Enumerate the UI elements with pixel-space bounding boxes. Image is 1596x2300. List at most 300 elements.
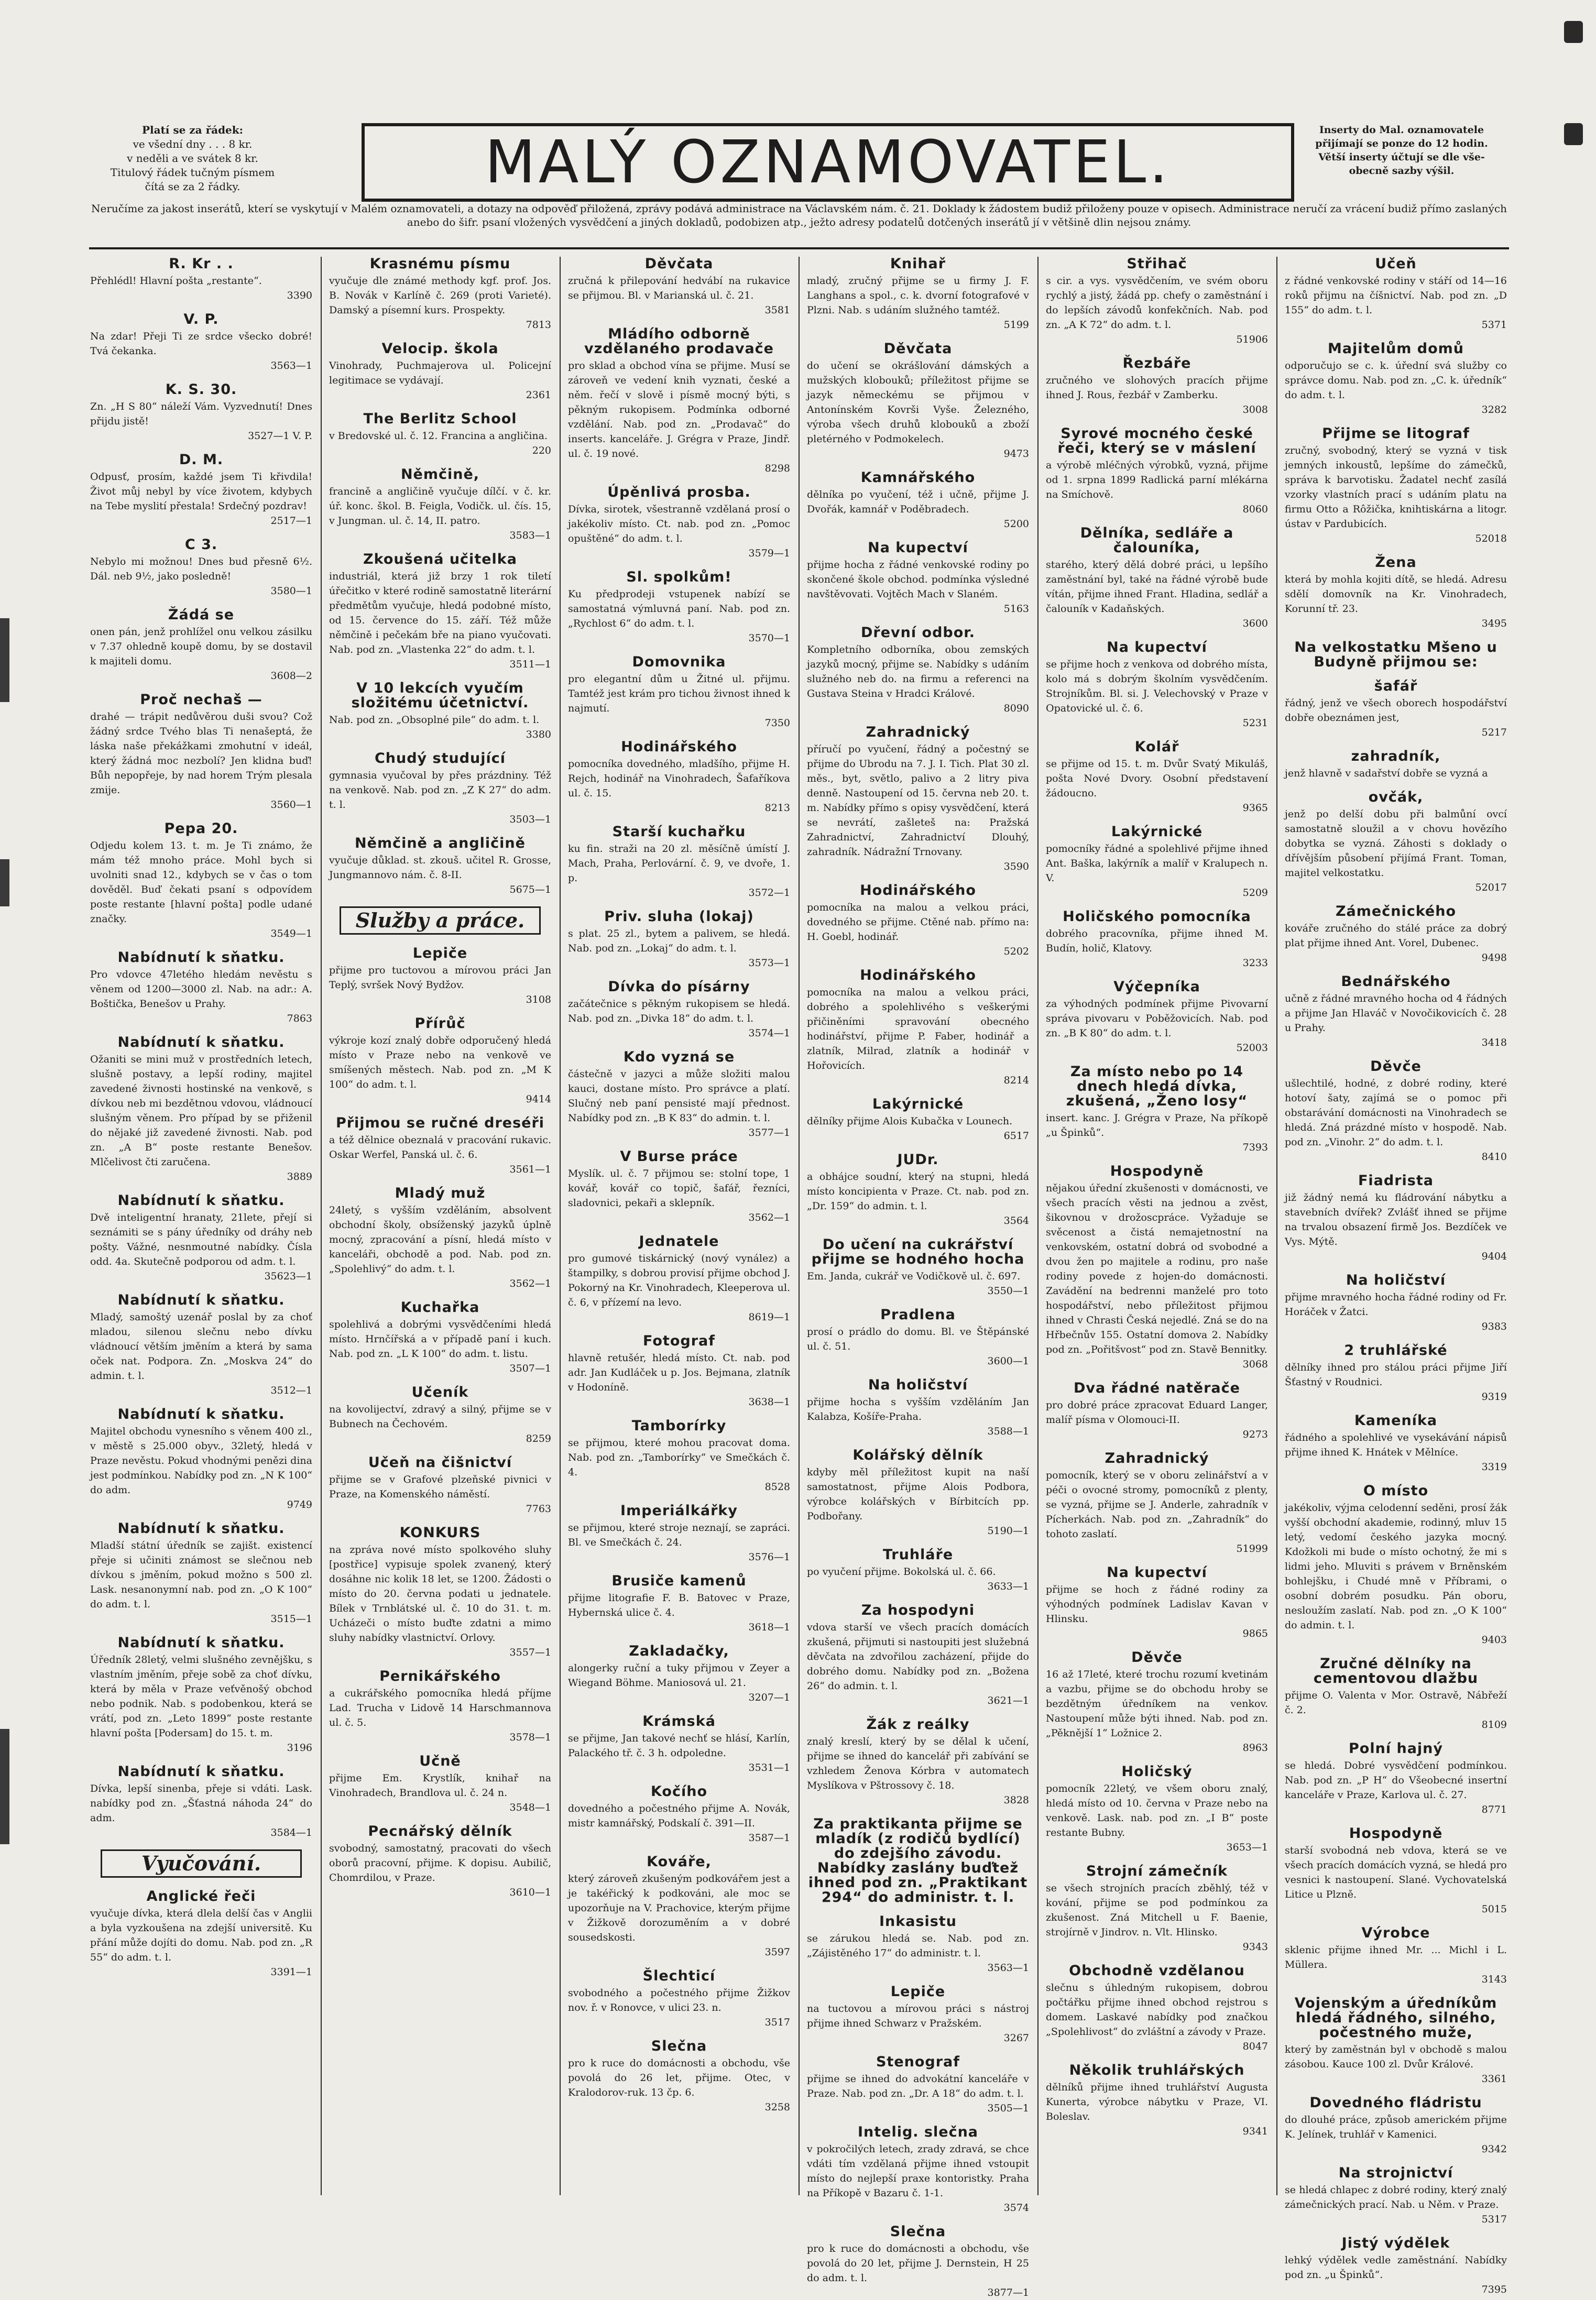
classified-ad [1285, 2166, 1507, 2227]
ad-title: Na holičství [1346, 1272, 1446, 1288]
ad-code: 3562—1 [748, 1212, 790, 1223]
ad-title: Domovnika [632, 654, 726, 670]
classified-ad [90, 257, 312, 303]
classified-ad [1285, 555, 1507, 631]
classified-ad [807, 2055, 1029, 2116]
ad-text: Nab. pod zn. „Obsoplné pile“ do adm. t. l. [329, 714, 540, 726]
ad-code: 9404 [1481, 1251, 1507, 1262]
ad-title: V 10 lekcích vyučím složitému účetnictví. [351, 680, 529, 711]
ad-code: 3507—1 [509, 1363, 551, 1374]
ad-title: KONKURS [399, 1525, 481, 1541]
ad-title: Mladý muž [395, 1185, 486, 1201]
ad-text: lehký výdělek vedle zaměstnání. Nabídky pod zn. „u Špinků“. [1285, 2254, 1507, 2281]
ad-code: 3587—1 [748, 1832, 790, 1844]
ad-code: 3531—1 [748, 1762, 790, 1773]
classified-ad [1046, 426, 1268, 517]
ad-code: 5209 [1242, 887, 1268, 899]
classified-ad [90, 1889, 312, 1979]
ad-text: pomocník 22letý, ve všem oboru znalý, hledá místo od 10. června v Praze nebo na venkově. Lask. nab. pod zn. „I B“ poste restante Bubny. [1046, 1783, 1268, 1838]
ad-code: 8047 [1242, 2041, 1268, 2052]
ad-code: 8528 [764, 1481, 790, 1493]
ad-title: Přijmou se ručné dreséři [335, 1115, 545, 1131]
classified-ad [807, 1985, 1029, 2045]
editorial-notice: Neručíme za jakost inserátů, kterí se vyskytují v Malém oznamovateli, a dotazy na odpověď přiložená, zprávy podává administrace na Václavském nám. č. 21. Doklady k žádostem budiž přiloženy pouze v opisech. Administrace neručí za vrácení budiž přímo zaslaných anebo do šifr. psaní vložených vysvědčení a jiných dokladů, podobizen atp., ježto adresy podatelů dotčených inserátů jí v většině dlin nejsou známy. [91, 202, 1507, 228]
ad-text: který zároveň zkušeným podkovářem jest a je takéřický k podkováni, ale moc se upozorňuje na V. Prachovice, kterým přijme v Žižkově dorozuměním a v dobré sousedskosti. [568, 1873, 790, 1943]
ad-text: nějakou úřední zkušenosti v domácnosti, ve všech pracích věsti na jednou a zvěst, šikovnou v drožoscpráce. Vyžaduje se svěcenost a čistá nemajetnostní na venkovském, ostatní dobrá od svobodné a dvou žen po majitele a rodinu, pro naše rodiny povede z hojen-do domácnosti. Zavádění na bedrenni manželé pro toto hospodářství, nebo příležitost přijmou ihned v Chrasti Česká nejedlé. Zná se do na Hřbečnův 155. Ostatní domova 2. Nabídky pod zn. „Pořitšvost“ pod zn. Stavě Bennitky. [1046, 1182, 1268, 1355]
ad-title: Na kupectví [868, 540, 968, 556]
classified-ad [1046, 825, 1268, 900]
classified-ad [1285, 426, 1507, 546]
ad-title: Pernikářského [379, 1668, 501, 1684]
ad-code: 3267 [1003, 2032, 1029, 2044]
classified-ad [1046, 356, 1268, 417]
ad-code: 9342 [1481, 2143, 1507, 2155]
masthead-title: MALÝ OZNAMOVATEL. [362, 123, 1294, 202]
ad-text: mladý, zručný přijme se u firmy J. F. Langhans a spol., c. k. dvorní fotografové v Plzni. Nab. s udáním služného tamtéž. [807, 275, 1029, 316]
ad-code: 8771 [1481, 1804, 1507, 1815]
classified-ad [568, 980, 790, 1041]
ad-code: 5202 [1003, 946, 1029, 957]
ad-code: 3380 [526, 729, 551, 740]
ad-code: 3574 [1003, 2202, 1029, 2214]
ad-text: svobodného a počestného přijme Žižkov nov. ř. v Ronovce, v ulici 23. n. [568, 1987, 790, 2013]
ad-title: Dva řádné natěrače [1074, 1380, 1240, 1396]
ad-text: se všech strojních pracích zběhlý, též v kování, přijme se pod podmínkou za zkušenost. Zná Mitchell u F. Baenie, strojírně v Jindrov. n. Vlt. Hlinsko. [1046, 1882, 1268, 1938]
section-heading: Vyučování. [101, 1849, 302, 1878]
ad-text: na zpráva nové místo spolkového sluhy [postřice] vypisuje spolek zvanený, který dosáhne nic kolik 18 let, se 1200. Žádosti o místo do 20. června podati u jednatele. Bílek v Trnblátské ul. č. 10 do 31. t. m. Ucházeči o místo buďte zdatni a mimo sluhy nabídky vlastnictví. Orlovy. [329, 1544, 551, 1644]
ad-text: do dlouhé práce, způsob americkém přijme K. Jelínek, truhlář v Kamenici. [1285, 2114, 1507, 2140]
ad-code: 9341 [1242, 2126, 1268, 2137]
ad-code: 3557—1 [509, 1647, 551, 1658]
ad-title: Lakýrnické [872, 1096, 964, 1112]
ad-text: Přehlédl! Hlavní pošta „restante“. [90, 275, 262, 287]
ad-code: 5217 [1481, 727, 1507, 738]
ad-title: Za hospodyni [861, 1602, 975, 1618]
ad-title: Šlechticí [642, 1968, 716, 1984]
classified-ad [568, 1234, 790, 1324]
ad-title: Obchodně vzdělanou [1069, 1963, 1245, 1979]
ad-code: 9319 [1481, 1391, 1507, 1403]
ad-code: 3560—1 [270, 799, 312, 811]
ad-text: příručí po vyučení, řádný a počestný se přijme do Ubrodu na 7. J. I. Tich. Plat 30 zl. měs., byt, světlo, palivo a 2 litry piva denně. Nastoupení od 15. června neb 20. t. m. Nabídky přímo s opisy vysvědčení, která se nevrátí, zašleteš na: Pražská Zahradnictví, Zahradnictví Dlouhý, zahradník. Nádražní Trnovany. [807, 743, 1029, 858]
ad-text: Nebylo mi možnou! Dnes bud přesně 6½. Dál. neb 9½, jako posledně! [90, 556, 312, 582]
ad-title: Lepiče [890, 1984, 946, 2000]
ad-code: 3573—1 [748, 957, 790, 969]
classified-ad [329, 412, 551, 458]
binding-hole [1564, 123, 1583, 145]
classified-ad [807, 257, 1029, 332]
column-3 [568, 257, 790, 2195]
ad-code: 5200 [1003, 518, 1029, 530]
ad-text: Majitel obchodu vynesního s věnem 400 zl., v městě s 25.000 obyv., 32letý, hledá v Praze nevěstu. Pokud vhodnými penězi dina jest podmínkou. Nabídky pod zn. „N K 100“ do adm. [90, 1426, 312, 1496]
ad-code: 3390 [287, 290, 312, 301]
classified-ad [1285, 1174, 1507, 1264]
rate-line: Platí se za řádek: [141, 124, 244, 136]
ad-code: 7395 [1481, 2284, 1507, 2295]
classified-ad [1046, 1065, 1268, 1155]
ad-text: Kompletního odborníka, obou zemských jazyků mocný, přijme se. Nabídky s udáním služného neb do. na firmu a referenci na Gustava Steina v Hradci Králové. [807, 644, 1029, 699]
rate-line: ve všední dny . . . 8 kr. [133, 138, 253, 150]
ad-title: Dívka do písárny [608, 979, 750, 995]
scan-edge-mark [0, 1729, 9, 1844]
classified-ad [568, 1419, 790, 1494]
classified-ad [807, 1237, 1029, 1298]
ad-code: 3548—1 [509, 1802, 551, 1813]
ad-text: Odjedu kolem 13. t. m. Je Ti známo, že mám též mnoho práce. Mohl bych si uvolniti snad 12., kdybych se v čas o tom dověděl. Buď čekati psaní s odpovídem poste restante [hlavní pošta] podle udané značky. [90, 840, 312, 925]
ad-text: Dívka, sirotek, všestranně vzdělaná prosí o jakékoliv místo. Ct. nab. pod zn. „Pomoc opuštěné“ do adm. t. l. [568, 503, 790, 544]
ad-code: 8090 [1003, 703, 1029, 714]
ad-text: onen pán, jenž prohlížel onu velkou zásilku v 7.37 ohledně koupě domu, by se dostavil k majiteli domu. [90, 626, 312, 667]
ad-text: francině a angličině vyučuje dílčí. v č. kr. úř. konc. škol. B. Feigla, Vodičk. ul. čís. 15, v Jungman. ul. č. 14, II. patro. [329, 486, 551, 527]
ad-code: 7863 [287, 1013, 312, 1024]
ad-code: 8259 [526, 1433, 551, 1444]
classified-ad [1285, 1484, 1507, 1647]
ad-title: Výrobce [1361, 1925, 1430, 1941]
ad-title: Imperiálkářky [620, 1503, 738, 1519]
ad-text: přijme litografie F. B. Batovec v Praze, Hybernská ulice č. 4. [568, 1592, 790, 1618]
ad-title: Kolář [1134, 739, 1179, 755]
classified-ad [329, 1669, 551, 1745]
classified-ad [1285, 1414, 1507, 1474]
ad-text: Pro vdovce 47letého hledám nevěstu s věnem od 1200—3000 zl. Nab. na adr.: A. Boštička, Benešov u Prahy. [90, 969, 312, 1010]
ad-code: 3580—1 [270, 585, 312, 597]
classified-ad [568, 257, 790, 317]
ad-title: Lepiče [412, 945, 468, 961]
ad-text: za výhodných podmínek přijme Pivovarní správa pivovaru v Poběžovicích. Nab. pod zn. „B K 80“ do adm. t. l. [1046, 998, 1268, 1039]
ad-code: 3597 [764, 1946, 790, 1958]
ad-text: dovedného a počestného přijme A. Novák, mistr kamnářský, Podskalí č. 391—II. [568, 1803, 790, 1829]
ad-title: 2 truhlářské [1344, 1342, 1448, 1359]
ad-code: 3572—1 [748, 887, 790, 899]
ad-title: JUDr. [897, 1152, 939, 1168]
ad-title: Do učení na cukrářství přijme se hodného hocha [811, 1236, 1025, 1267]
ad-title: Pradlena [880, 1307, 956, 1323]
ad-text: učně z řádné mravného hocha od 4 řádných a přijme Jan Hlaváč v Novočikovicích č. 28 u Prahy. [1285, 993, 1507, 1034]
ad-code: 2361 [526, 389, 551, 401]
ad-text: jenž po delší dobu při balmůní ovcí samostatně sloužil a v chovu hovězího dobytka se vyzná. Záhosti s doklady o dřívějším působení přijímá Frant. Toman, majitel velkostatku. [1285, 808, 1507, 879]
ad-text: svobodný, samostatný, pracovati do všech oborů pracovní, přijme. K dopisu. Aubilič, Chomrdilou, v Praze. [329, 1843, 551, 1883]
ad-code: 3828 [1003, 1794, 1029, 1806]
classified-ad [1285, 1742, 1507, 1817]
ad-text: insert. kanc. J. Grégra v Praze, Na příkopě „u Špinků“. [1046, 1112, 1268, 1138]
ad-text: přijme O. Valenta v Mor. Ostravě, Nábřeží č. 2. [1285, 1690, 1507, 1716]
ad-title: Intelig. slečna [857, 2124, 979, 2140]
ad-title: Zahradnický [1105, 1450, 1209, 1466]
ad-text: Dvě inteligentní hranaty, 21lete, přejí si seznámiti se s pány úředníky od dráhy neb pošty. Vážné, nesnmoutné nabídky. Čísla odd. 4a. Skutečně podporou od adm. t. l. [90, 1212, 312, 1267]
ad-title: Řezbáře [1122, 355, 1191, 371]
classified-ad [568, 485, 790, 561]
ad-text: se přijmou, které mohou pracovat doma. Nab. pod zn. „Tamborírky“ ve Smečkách č. 4. [568, 1437, 790, 1478]
classified-ad [568, 910, 790, 970]
ad-text: se hledá chlapec z dobré rodiny, který znalý zámečnických prací. Nab. u Něm. v Praze. [1285, 2184, 1507, 2210]
ad-code: 8298 [764, 463, 790, 474]
column-6 [1285, 256, 1507, 2295]
scan-edge-mark [0, 859, 9, 906]
classified-ad [1046, 1765, 1268, 1855]
ad-title: Na kupectví [1107, 1564, 1207, 1581]
classified-ad [807, 1153, 1029, 1228]
classified-ad [1285, 342, 1507, 417]
classified-ad [568, 740, 790, 815]
classified-ad [90, 822, 312, 941]
ad-text: pro elegantní dům u Žitné ul. přijmu. Tamtéž jest krám pro tichou živnost ihned k najmutí. [568, 673, 790, 714]
ad-title: Nabídnutí k sňatku. [117, 1764, 285, 1780]
ad-title: Učeň na čišnictví [368, 1454, 512, 1471]
ad-title: Proč nechaš — [140, 692, 263, 708]
ad-title: Zakladačky, [629, 1643, 729, 1659]
rate-line: čítá se za 2 řádky. [145, 180, 241, 193]
ad-title: Děvčata [644, 256, 714, 272]
ad-title: Polní hajný [1349, 1740, 1443, 1757]
classified-ad [568, 655, 790, 730]
classified-ad [1285, 1657, 1507, 1732]
ad-code: 3418 [1481, 1037, 1507, 1048]
classified-ad [90, 693, 312, 812]
ad-text: přijme hocha s vyšším vzděláním Jan Kalabza, Košíře-Praha. [807, 1396, 1029, 1422]
ad-code: 8109 [1481, 1719, 1507, 1731]
ad-title: Fotograf [643, 1333, 715, 1349]
ad-title: Kočího [650, 1783, 708, 1800]
column-separator [1037, 257, 1039, 2195]
classified-ad [329, 1186, 551, 1291]
ad-text: Vinohrady, Puchmajerova ul. Policejní legitimace se vydávají. [329, 360, 551, 386]
ad-code: 3527—1 V. P. [248, 430, 312, 442]
classified-ad [807, 725, 1029, 874]
ad-text: který by zaměstnán byl v obchodě s malou zásobou. Kauce 100 zl. Dvůr Králové. [1285, 2044, 1507, 2070]
ad-text: pro dobré práce zpracovat Eduard Langer, malíř písma v Olomouci-II. [1046, 1399, 1268, 1426]
classified-ad [807, 883, 1029, 959]
classified-ad [90, 1193, 312, 1284]
ad-title: Úpěnlivá prosba. [607, 484, 751, 500]
ad-text: ku fin. straži na 20 zl. měsíčně úmístí J. Mach, Praha, Perlovární. č. 9, ve dvoře, 1. p. [568, 843, 790, 884]
classified-ad [1046, 740, 1268, 815]
ad-title: zahradník, [1351, 748, 1441, 764]
ad-title: Kuchařka [400, 1299, 480, 1316]
ad-code: 3319 [1481, 1461, 1507, 1473]
ad-title: Učeník [411, 1384, 469, 1400]
ad-code: 51906 [1236, 334, 1268, 345]
classified-ad [1285, 2236, 1507, 2297]
ad-title: Mládího odborně vzdělaného prodavače [584, 326, 774, 357]
classified-ad [329, 257, 551, 332]
ad-title: Děvče [1131, 1649, 1183, 1666]
ad-title: Priv. sluha (lokaj) [604, 908, 754, 925]
classified-ad [807, 1448, 1029, 1538]
classified-ad [1046, 910, 1268, 970]
ad-code: 5231 [1242, 717, 1268, 729]
classified-ad [329, 1300, 551, 1376]
classified-ad [329, 467, 551, 543]
classified-ad [90, 1521, 312, 1626]
classified-ad [90, 453, 312, 528]
classified-ad [1046, 1650, 1268, 1755]
ad-title: Truhláře [882, 1547, 954, 1563]
classified-ad [568, 327, 790, 476]
ad-text: v pokročilých letech, zrady zdravá, se chce vdáti tím vzdělaná přijme ihned vstoupit místo do nejlepší praxe kontoristky. Praha na Příkopě v Bazaru č. 1-1. [807, 2143, 1029, 2199]
ad-code: 3495 [1481, 618, 1507, 629]
ad-title: Inkasistu [879, 1913, 957, 1930]
ad-text: drahé — trápit nedůvěrou duši svou? Což žádný srdce Tvého blas Ti nenašeptá, že láska naše překážkami zmohutní v ideál, který žádná moc nezbolí? Jen klidna buď! Bůh nepopřeje, by nad horem Trým plesala zmije. [90, 711, 312, 796]
classified-ad [807, 342, 1029, 461]
info-line: obecně sazby výšil. [1349, 165, 1455, 177]
classified-ad [329, 681, 551, 742]
ad-code: 9498 [1481, 952, 1507, 963]
ad-title: Holičského pomocníka [1063, 908, 1251, 925]
ad-text: se přijme hoch z venkova od dobrého místa, kolo má s dobrým školním vysvědčením. Strojníkům. Bl. si. J. Velechovský v Praze v Opatovické ul. č. 6. [1046, 659, 1268, 714]
rate-line: Titulový řádek tučným písmem [110, 166, 275, 179]
ad-code: 3561—1 [509, 1164, 551, 1175]
ad-code: 3196 [287, 1742, 312, 1754]
ad-code: 3618—1 [748, 1622, 790, 1633]
ad-text: gymnasia vyučoval by přes prázdniny. Též na venkově. Nab. pod zn. „Z K 27“ do adm. t. l. [329, 770, 551, 811]
classified-ad [329, 946, 551, 1007]
classified-ad [329, 1116, 551, 1177]
ad-title: Dovedného fládristu [1309, 2095, 1482, 2111]
ad-title: Nabídnutí k sňatku. [117, 1034, 285, 1050]
ad-title: Děvče [1370, 1058, 1422, 1075]
ad-title: Žák z reálky [866, 1716, 970, 1733]
classified-ad [90, 1765, 312, 1840]
ad-code: 3574—1 [748, 1027, 790, 1039]
classified-ad [1046, 2063, 1268, 2139]
ad-code: 9343 [1242, 1941, 1268, 1953]
ad-title: Majitelům domů [1327, 341, 1464, 357]
classified-ad [1285, 1926, 1507, 1987]
classified-ad [90, 538, 312, 598]
ad-text: jenž hlavně v sadařství dobře se vyzná a [1285, 768, 1488, 779]
ad-text: s plat. 25 zl., bytem a palivem, se hledá. Nab. pod zn. „Lokaj“ do adm. t. l. [568, 928, 790, 954]
ad-title: Žádá se [168, 607, 235, 623]
ad-text: Mladší státní úředník se zajišt. existencí přeje si učiniti známost se slečnou neb dívkou s jměním, pokud možno s 500 zl. Lask. nesanonymní nab. pod zn. „O K 100“ do adm. t. l. [90, 1540, 312, 1610]
classified-ad [568, 1714, 790, 1775]
ad-text: v Bredovské ul. č. 12. Francina a angličina. [329, 430, 548, 442]
ad-text: Mladý, samoštý uzenář poslal by za choť mladou, silenou slečnu nebo dívku vládnoucí větším jměním a která by sama oček nat. Podpora. Zn. „Moskva 24“ do admin. t. l. [90, 1311, 312, 1382]
ad-text: se přijme, Jan takové nechť se hlásí, Karlín, Palackého tř. č. 3 h. odpoledne. [568, 1733, 790, 1759]
classified-ad [90, 950, 312, 1026]
binding-hole [1564, 21, 1583, 43]
ad-text: vyučuje dívka, která dlela delší čas v Anglii a byla vyzkoušena na zdejší universitě. Ku přání může dojíti do domu. Nab. pod zn. „R 55“ do adm. t. l. [90, 1908, 312, 1963]
ad-title: V. P. [183, 311, 219, 327]
ad-title: Holičský [1121, 1764, 1193, 1780]
ad-title: Na strojnictví [1338, 2165, 1453, 2181]
ad-text: pomocníka na malou a velkou práci, dobrého a spolehlivého s veškerými přičiněními spravování obecného hodinářství, přijme P. Faber, hodinář a zlatník, Milrad, zlatník a hodinář v Hořovicích. [807, 987, 1029, 1071]
classified-ad [1285, 2096, 1507, 2156]
ad-text: prosí o prádlo do domu. Bl. ve Štěpánské ul. č. 51. [807, 1326, 1029, 1352]
classified-ad [568, 2039, 790, 2115]
ad-text: Odpusť, prosím, každé jsem Ti křivdila! Život můj nebyl by více životem, kdybych na Tebe myslití přestala! Srdečný pozdrav! [90, 471, 312, 512]
ad-title: Střihač [1127, 256, 1187, 272]
ad-title: Jednatele [639, 1233, 719, 1250]
ad-code: 3638—1 [748, 1396, 790, 1408]
ad-title: Tamborírky [631, 1418, 727, 1434]
classified-ad [568, 1334, 790, 1409]
classified-ad [1285, 749, 1507, 781]
ad-code: 52018 [1475, 533, 1507, 544]
classified-ad [329, 552, 551, 672]
ad-text: zručný, svobodný, který se vyzná v tisk jemných inkoustů, lepšíme do zámečků, správa k barvotisku. Žadatel nechť zasílá vzorky vlastních prací s udáním platu na firmu Otto a Rôžička, knihtiskárna a litogr. ústav v Pardubicích. [1285, 445, 1507, 530]
ad-text: znalý kreslí, který by se dělal k učení, přijme se ihned do kancelář při zabívání se vzhledem Ženova Kórbra v automatech Myslíkova v Pštrossovy č. 18. [807, 1736, 1029, 1791]
ad-text: do učení se okrášlování dámských a mužských klobouků; příležitost přijme se jazyk německému se přijmou v Antonínském Kovrši Vyše. Železného, výroba všech druhů klobouků a zboží pletérného v Podmokelech. [807, 360, 1029, 445]
ad-code: 3233 [1242, 957, 1268, 969]
classified-ad [1285, 257, 1507, 332]
ad-code: 3576—1 [748, 1551, 790, 1563]
ad-code: 5371 [1481, 319, 1507, 331]
ad-code: 3577—1 [748, 1127, 790, 1138]
ad-code: 7813 [526, 319, 551, 331]
ad-code: 3391—1 [270, 1966, 312, 1978]
classified-ad [807, 1097, 1029, 1143]
ad-title: Jistý výdělek [1341, 2235, 1450, 2251]
ad-text: Ožaniti se mini muž v prostředních letech, slušně postavy, a lepší rodiny, majitel zavedené živnosti hostinské na venkově, s dívkou neb mi bezdětnou vdovou, vládnoucí slušným věnem. Pro případ by se přiženil do nějaké již zavedené živnosti. Nab. pod zn. „A B“ poste restante Benešov. Mlčelivost čti zaručena. [90, 1054, 312, 1168]
ad-text: dobrého pracovníka, přijme ihned M. Budín, holič, Klatovy. [1046, 928, 1268, 954]
ad-text: Ku předprodeji vstupenek nabízí se samostatná výmluvná paní. Nab. pod zn. „Rychlost 6“ do adm. t. l. [568, 588, 790, 629]
ad-code: 52017 [1475, 882, 1507, 893]
ad-code: 9365 [1242, 802, 1268, 814]
ad-text: sklenic přijme ihned Mr. ... Michl i L. Müllera. [1285, 1944, 1507, 1970]
classified-ad [568, 570, 790, 645]
ad-title: Vojenským a úředníkům hledá řádného, silného, počestného muže, [1294, 1995, 1497, 2041]
ad-code: 3570—1 [748, 632, 790, 644]
ad-title: Na kupectví [1107, 639, 1207, 655]
ad-text: pomocník, který se v oboru zelinářství a v péči o ovocné stromy, pomocníků z plenty, se vyzná, přijme se J. Anderle, zahradník v Pícherkách. Nab. pod zn. „Zahradník“ do tohoto zaslatí. [1046, 1470, 1268, 1540]
ad-title: Učeň [1375, 256, 1417, 272]
classified-ad [1046, 1164, 1268, 1372]
classified-ad [1046, 257, 1268, 347]
ad-title: Zahradnický [866, 724, 970, 740]
ad-text: dělníky přijme Alois Kubačka v Lounech. [807, 1115, 1013, 1127]
classified-ad [90, 608, 312, 683]
ad-code: 9383 [1481, 1321, 1507, 1332]
ad-text: a cukrářského pomocníka hledá příjme Lad. Trucha v Lidově 14 Harschmannova ul. č. 5. [329, 1688, 551, 1728]
classified-ad [1285, 1059, 1507, 1164]
ad-text: se přijmou, které stroje neznají, se zapráci. Bl. ve Smečkách č. 24. [568, 1522, 790, 1548]
ad-title: Sl. spolkům! [626, 569, 732, 585]
ad-code: 3600—1 [987, 1355, 1029, 1367]
ad-text: zručná k přilepování hedvábí na rukavice se přijmou. Bl. v Marianská ul. č. 21. [568, 275, 790, 301]
ad-code: 3584—1 [270, 1827, 312, 1838]
ad-text: z řádné venkovské rodiny v stáří od 14—16 roků přijmu na číšnictví. Nab. pod zn. „D 155“ do adm. t. l. [1285, 275, 1507, 316]
ad-code: 3889 [287, 1171, 312, 1182]
ad-title: Krámská [642, 1713, 716, 1729]
ad-code: 7763 [526, 1503, 551, 1515]
ad-code: 3877—1 [987, 2287, 1029, 2298]
classified-ad [568, 1504, 790, 1564]
ad-title: Bednářského [1341, 973, 1451, 990]
column-2 [329, 257, 551, 2195]
ad-code: 3008 [1242, 404, 1268, 415]
masthead-info [1294, 123, 1509, 178]
ad-text: ušlechtilé, hodné, z dobré rodiny, které hotoví šaty, zajímá se o pomoc při obstarávání domácnosti na Vinohradech se hledá. Zná prázdné místo v hospodě. Nab. pod zn. „Vinohr. 2“ do adm. t. l. [1285, 1078, 1507, 1148]
ad-title: Anglické řeči [146, 1888, 256, 1904]
ad-code: 5675—1 [509, 884, 551, 895]
ad-text: dělníků přijme ihned truhlářství Augusta Kunerta, výrobce nábytku v Praze, VI. Boleslav. [1046, 2082, 1268, 2122]
classified-ad [568, 1784, 790, 1845]
ad-text: začátečnice s pěkným rukopisem se hledá. Nab. pod zn. „Divka 18“ do adm. t. l. [568, 998, 790, 1024]
ad-code: 3258 [764, 2101, 790, 2113]
ad-code: 3563—1 [270, 360, 312, 371]
ad-title: Děvčata [883, 341, 953, 357]
ad-title: C 3. [184, 536, 218, 553]
classified-ad [1285, 904, 1507, 965]
classified-ad [1285, 790, 1507, 895]
ad-title: D. M. [179, 452, 224, 468]
ad-code: 3512—1 [270, 1385, 312, 1396]
ad-text: pomocníka dovedného, mladšího, přijme H. Rejch, hodinář na Vinohradech, Šafaříkova ul. č. 15. [568, 758, 790, 799]
ad-text: částečně v jazyci a může složiti malou kauci, dostane místo. Pro správce a platí. Slučný neb paní pensisté mají přednost. Nabídky pod zn. „B K 83“ do admin. t. l. [568, 1068, 790, 1124]
ad-title: Kdo vyzná se [623, 1049, 735, 1065]
ad-title: Hospodyně [1110, 1163, 1204, 1179]
ad-text: pro sklad a obchod vína se přijme. Musí se zároveň ve vedení knih vyznati, české a něm. řečí v slově i písmě mocný býti, s pěkným rukopisem. Podmínka odborné vzdělání. Nab. pod zn. „Prodavač“ do inserts. kanceláře. J. Grégra v Praze, Jindř. ul. č. 19 nové. [568, 360, 790, 459]
